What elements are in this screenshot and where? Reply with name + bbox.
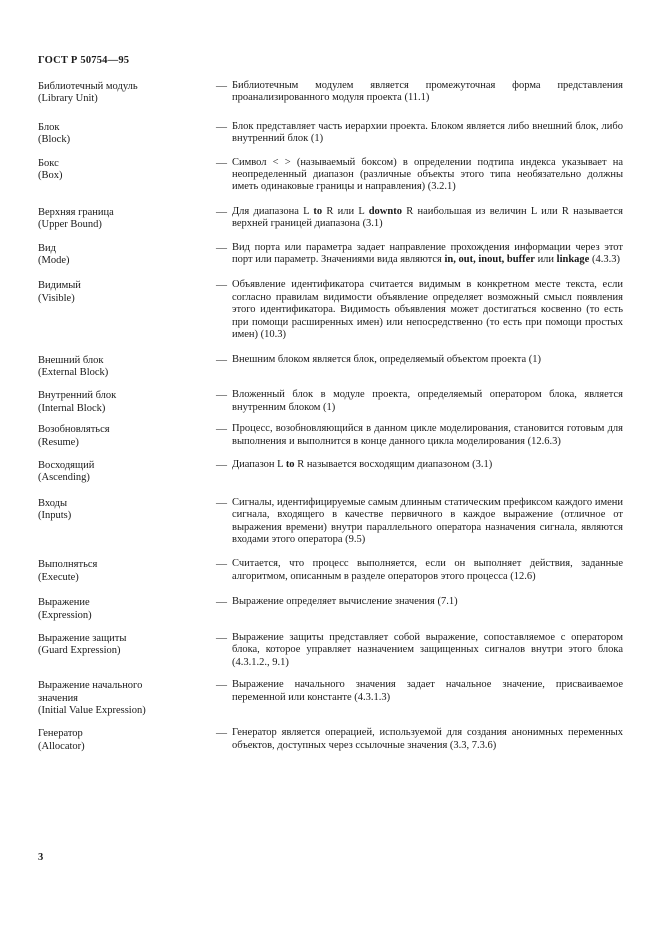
dash: — bbox=[216, 596, 227, 609]
term-cell bbox=[38, 157, 216, 194]
term-ru: Входы bbox=[38, 497, 68, 509]
glossary-entry bbox=[38, 121, 623, 147]
glossary-entry bbox=[38, 558, 623, 584]
definition: Процесс, возобновляющийся в данном цикле моделирования, становится готовым для выполнения и выполнится в конце данного цикла моделирования (12.6.3) bbox=[232, 423, 623, 447]
term-cell bbox=[38, 679, 216, 717]
term-ru: Выражение защиты bbox=[38, 633, 127, 644]
definition: Вложенный блок в модуле проекта, определяемый оператором блока, является внутренним блоком (1) bbox=[232, 389, 623, 413]
term-en: (Mode) bbox=[38, 255, 70, 267]
definition bbox=[232, 242, 623, 268]
glossary-entry bbox=[38, 632, 623, 669]
keyword-modes: in, out, inout, buffer bbox=[444, 254, 535, 266]
definition-text: Вид порта или параметра задает направление прохождения информации через этот порт или параметр. Значениями вида являются bbox=[232, 241, 623, 266]
definition: Внешним блоком является блок, определяемый объектом проекта (1) bbox=[232, 353, 542, 365]
term-ru: Библиотечный модуль bbox=[38, 81, 138, 92]
term-cell bbox=[38, 459, 216, 485]
term-cell bbox=[38, 80, 216, 106]
term-cell bbox=[38, 206, 216, 232]
definition: Считается, что процесс выполняется, если он выполняет действия, заданные алгоритмом, описанным в разделе операторов этого процесса (12.6) bbox=[232, 558, 623, 582]
dash: — bbox=[216, 279, 227, 292]
term-en: (Library Unit) bbox=[38, 93, 98, 105]
glossary-entry bbox=[38, 242, 623, 268]
definition-text: R наибольшая из величин L или R называется верхней границей диапазона (3.1) bbox=[232, 205, 623, 230]
glossary-entry bbox=[38, 206, 623, 232]
term-ru: Выражение начального значения bbox=[38, 680, 143, 704]
glossary-entry bbox=[38, 354, 623, 380]
term-cell bbox=[38, 121, 216, 147]
term-ru: Блок bbox=[38, 121, 60, 133]
term-cell bbox=[38, 497, 216, 547]
term-ru: Выражение bbox=[38, 597, 90, 609]
definition-text: (4.3.3) bbox=[589, 254, 620, 266]
term-ru: Верхняя граница bbox=[38, 206, 114, 218]
term-en: (Internal Block) bbox=[38, 402, 106, 414]
term-en: (Resume) bbox=[38, 436, 79, 448]
term-en: (Inputs) bbox=[38, 510, 72, 522]
dash: — bbox=[216, 558, 227, 571]
page-number: 3 bbox=[38, 852, 44, 863]
glossary-entry bbox=[38, 596, 623, 622]
dash: — bbox=[216, 120, 227, 133]
dash: — bbox=[216, 458, 227, 471]
definition-text: Для диапазона L bbox=[232, 205, 314, 217]
dash: — bbox=[216, 496, 227, 509]
term-en: (Execute) bbox=[38, 571, 79, 583]
term-cell bbox=[38, 596, 216, 622]
glossary-entry bbox=[38, 423, 623, 449]
definition-text: R или L bbox=[322, 205, 369, 217]
glossary-entry bbox=[38, 679, 623, 717]
term-en: (External Block) bbox=[38, 366, 109, 378]
definition bbox=[232, 459, 623, 485]
term-en: (Guard Expression) bbox=[38, 645, 121, 657]
term-en: (Box) bbox=[38, 170, 63, 182]
term-cell bbox=[38, 242, 216, 268]
dash: — bbox=[216, 679, 227, 692]
term-ru: Внутренний блок bbox=[38, 390, 117, 402]
term-en: (Initial Value Expression) bbox=[38, 705, 146, 717]
keyword-linkage: linkage bbox=[556, 254, 590, 266]
definition-text: или bbox=[534, 254, 557, 266]
term-ru: Выполняться bbox=[38, 559, 98, 571]
glossary-entry bbox=[38, 459, 623, 485]
definition-text: Диапазон L bbox=[232, 458, 286, 470]
term-cell bbox=[38, 558, 216, 584]
term-en: (Expression) bbox=[38, 609, 92, 621]
keyword-downto: downto bbox=[368, 205, 402, 217]
dash: — bbox=[216, 632, 227, 644]
definition bbox=[232, 206, 623, 232]
term-ru: Вид bbox=[38, 242, 56, 254]
definition: Выражение начального значения задает начальное значение, присваиваемое переменной или константе (4.3.1.3) bbox=[232, 679, 623, 703]
dash: — bbox=[216, 423, 227, 436]
definition: Выражение определяет вычисление значения (7.1) bbox=[232, 596, 458, 608]
dash: — bbox=[216, 80, 227, 92]
keyword-to: to bbox=[313, 205, 323, 217]
glossary-entry bbox=[38, 157, 623, 194]
definition: Библиотечным модулем является промежуточная форма представления проанализированного модуля проекта (11.1) bbox=[232, 80, 623, 104]
dash: — bbox=[216, 353, 227, 366]
term-cell bbox=[38, 423, 216, 449]
keyword-to: to bbox=[285, 458, 295, 470]
term-ru: Видимый bbox=[38, 280, 81, 292]
term-en: (Allocator) bbox=[38, 740, 85, 752]
glossary-entry bbox=[38, 389, 623, 415]
definition: Блок представляет часть иерархии проекта. Блоком является либо внешний блок, либо внутренний блок (1) bbox=[232, 120, 623, 145]
dash: — bbox=[216, 205, 227, 218]
definition: Генератор является операцией, используемой для создания анонимных переменных объектов, доступных через ссылочные значения (3.3, 7.3.6) bbox=[232, 727, 623, 751]
term-cell bbox=[38, 279, 216, 341]
term-cell bbox=[38, 727, 216, 753]
term-cell bbox=[38, 389, 216, 415]
term-en: (Block) bbox=[38, 134, 71, 146]
definition: Символ < > (называемый боксом) в определении подтипа индекса указывает на неопределенный диапазон (различные объекты этого типа необязательно должны иметь одинаковые границы и направления) (3.2.1) bbox=[232, 156, 623, 193]
definition-text: R называется восходящим диапазоном (3.1) bbox=[294, 458, 493, 470]
term-en: (Ascending) bbox=[38, 472, 90, 484]
term-cell bbox=[38, 354, 216, 380]
dash: — bbox=[216, 156, 227, 169]
term-ru: Внешний блок bbox=[38, 354, 104, 366]
term-cell bbox=[38, 632, 216, 669]
document-header: ГОСТ Р 50754—95 bbox=[38, 55, 130, 66]
glossary-list bbox=[38, 80, 623, 753]
glossary-entry bbox=[38, 497, 623, 547]
definition: Объявление идентификатора считается видимым в конкретном месте текста, если согласно правилам видимости объявление определяет возможный смысл появления этого идентификатора. Видимость объявления может достигаться косвенно (то есть при помощи расширенных имен) или непосредственно (то есть при помощи простых имен) (10.3) bbox=[232, 279, 623, 341]
term-ru: Бокс bbox=[38, 157, 59, 169]
term-ru: Восходящий bbox=[38, 459, 95, 471]
definition: Выражение защиты представляет собой выражение, сопоставляемое с оператором блока, которое управляет назначением защищенных сигналов внутри этого блока (4.3.1.2., 9.1) bbox=[232, 632, 623, 668]
definition: Сигналы, идентифицируемые самым длинным статическим префиксом каждого имени сигнала, входящего в качестве первичного в каждое выражение (отличное от выражения времени) внутри параллельного оператора назначения сигнала, являются входами этого оператора (9.5) bbox=[232, 496, 623, 545]
dash: — bbox=[216, 241, 227, 254]
dash: — bbox=[216, 727, 227, 740]
term-en: (Upper Bound) bbox=[38, 219, 102, 231]
glossary-entry bbox=[38, 727, 623, 753]
term-ru: Возобновляться bbox=[38, 424, 110, 436]
dash: — bbox=[216, 389, 227, 402]
term-ru: Генератор bbox=[38, 728, 83, 740]
glossary-entry bbox=[38, 279, 623, 341]
glossary-entry bbox=[38, 80, 623, 106]
term-en: (Visible) bbox=[38, 292, 75, 304]
